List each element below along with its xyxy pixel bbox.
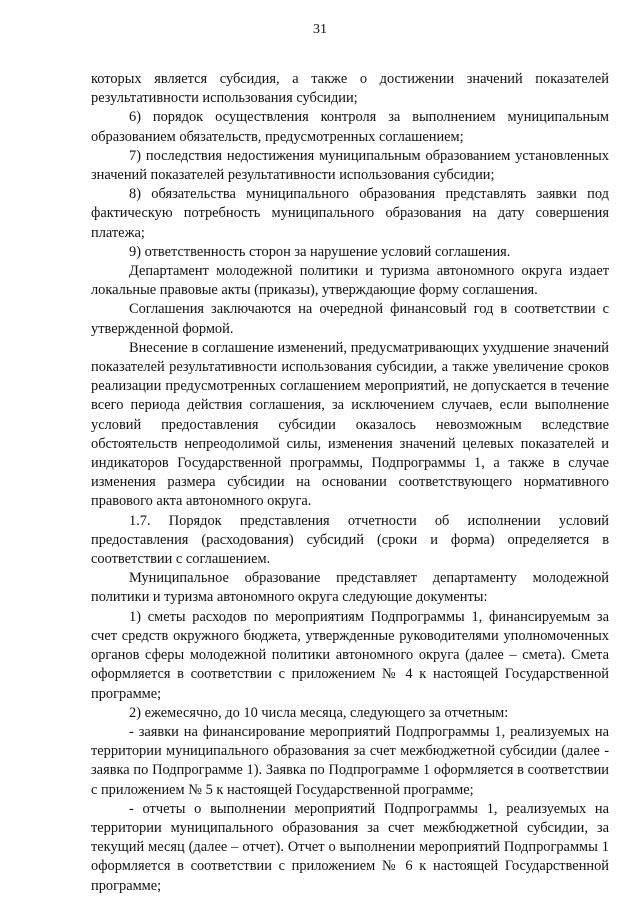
list-item-7: 7) последствия недостижения муниципальным образованием установленных значений показателей результативности использования субсидии;: [91, 147, 609, 184]
paragraph-continuation: которых является субсидия, а также о достижении значений показателей результативности использования субсидии;: [91, 71, 609, 107]
paragraph-department-acts: Департамент молодежной политики и туризма автономного округа издает локальные правовые акты (приказы), утверждающие форму соглашения.: [91, 263, 609, 299]
list-item-applications: - заявки на финансирование мероприятий Подпрограммы 1, реализуемых на территории муниципального образования за счет межбюджетной субсидии (далее - заявка по Подпрограмме 1). Заявка по Подпрограмме 1 оформляется в соответствии с приложением № 5 к настоящей Государственной программе;: [91, 723, 609, 798]
list-item-estimates: 1) сметы расходов по мероприятиям Подпрограммы 1, финансируемым за счет средств окружного бюджета, утвержденные руководителями уполномоченных органов сферы молодежной политики автономного округа (далее – смета). Смета оформляется в соответствии с приложением № 4 к настоящей Государственной программе;: [91, 608, 609, 702]
list-item-monthly: 2) ежемесячно, до 10 числа месяца, следующего за отчетным:: [129, 704, 509, 721]
paragraph-agreements: Соглашения заключаются на очередной финансовый год в соответствии с утвержденной формой.: [91, 301, 609, 337]
list-item-9: 9) ответственность сторон за нарушение условий соглашения.: [129, 243, 511, 260]
paragraph-amendments: Внесение в соглашение изменений, предусматривающих ухудшение значений показателей результативности использования субсидии, а также увеличение сроков реализации предусмотренных соглашением мероприятий, не допускается в течение всего периода действия соглашения, за исключением случаев, если выполнение условий предоставления субсидии оказалось невозможным вследствие обстоятельств непреодолимой силы, изменения значений целевых показателей и индикаторов Государственной программы, Подпрограммы 1, а также в случае изменения размера субсидии на основании соответствующего нормативного правового акта автономного округа.: [91, 339, 609, 510]
paragraph-documents: Муниципальное образование представляет департаменту молодежной политики и туризма автономного округа следующие документы:: [91, 570, 609, 606]
list-item-6: 6) порядок осуществления контроля за выполнением муниципальным образованием обязательств, предусмотренных соглашением;: [91, 109, 609, 145]
list-item-8: 8) обязательства муниципального образования представлять заявки под фактическую потребность муниципального образования на дату совершения платежа;: [91, 186, 609, 241]
section-1-7: 1.7. Порядок представления отчетности об исполнении условий предоставления (расходования) субсидий (сроки и форма) определяется в соответствии с соглашением.: [91, 512, 609, 568]
page-number: 31: [313, 22, 327, 37]
document-body: [91, 70, 609, 896]
list-item-reports: - отчеты о выполнении мероприятий Подпрограммы 1, реализуемых на территории муниципального образования за счет межбюджетной субсидии, за текущий месяц (далее – отчет). Отчет о выполнении мероприятий Подпрограммы 1 оформляется в соответствии с приложением № 6 к настоящей Государственной программе;: [91, 800, 609, 894]
